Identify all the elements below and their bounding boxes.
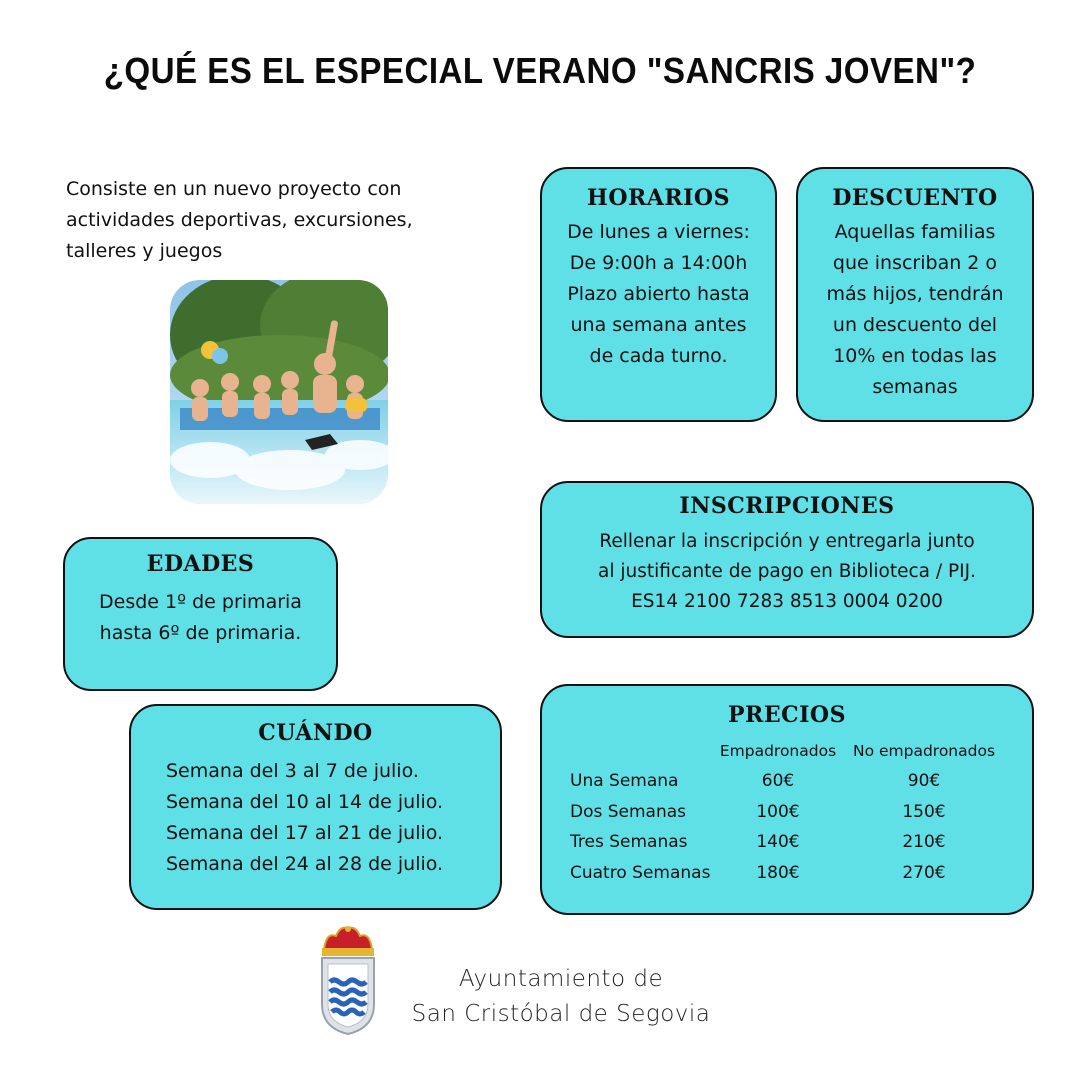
row-label: Dos Semanas	[570, 801, 687, 822]
org-line: Ayuntamiento de	[458, 966, 664, 992]
page-title: ¿QUÉ ES EL ESPECIAL VERANO "SANCRIS JOVEN"?	[103, 50, 977, 91]
column-header: No empadronados	[852, 742, 996, 760]
inscripciones-card	[540, 481, 1034, 638]
inscripciones-heading: INSCRIPCIONES	[679, 493, 895, 519]
price-cell: 140€	[756, 832, 800, 853]
descuento-line: Aquellas familias	[834, 221, 996, 243]
price-cell: 150€	[902, 801, 946, 822]
intro-text	[66, 174, 486, 267]
org-line: San Cristóbal de Segovia	[411, 1001, 711, 1027]
table-row	[570, 766, 1004, 797]
descuento-heading: DESCUENTO	[832, 185, 998, 211]
edades-heading: EDADES	[146, 551, 255, 577]
price-cell: 60€	[761, 771, 795, 792]
inscripciones-line: al justificante de pago en Biblioteca / PIJ.	[598, 561, 976, 582]
descuento-line: semanas	[872, 376, 958, 398]
table-row	[570, 797, 1004, 828]
cuando-heading: CUÁNDO	[258, 720, 373, 746]
descuento-line: 10% en todas las	[833, 345, 997, 367]
column-header: Empadronados	[719, 742, 837, 760]
descuento-line: que inscriban 2 o	[832, 252, 998, 274]
coat-of-arms-icon	[316, 924, 380, 1036]
descuento-card	[796, 167, 1034, 422]
intro-line: actividades deportivas, excursiones,	[66, 209, 413, 231]
horarios-line: De 9:00h a 14:00h	[569, 252, 748, 274]
table-row	[570, 858, 1004, 889]
kids-pool-illustration	[170, 280, 388, 504]
inscripciones-line: Rellenar la inscripción y entregarla junto	[599, 531, 975, 552]
prices-table	[570, 742, 1004, 888]
cuando-line: Semana del 24 al 28 de julio.	[166, 853, 444, 875]
descuento-line: más hijos, tendrán	[826, 283, 1004, 305]
horarios-line: De lunes a viernes:	[567, 221, 750, 243]
edades-card	[63, 537, 338, 691]
price-cell: 90€	[907, 771, 941, 792]
horarios-line: una semana antes	[570, 314, 747, 336]
organization-name	[396, 962, 726, 1032]
horarios-line: de cada turno.	[589, 345, 728, 367]
intro-line: Consiste en un nuevo proyecto con	[66, 178, 402, 200]
cuando-line: Semana del 10 al 14 de julio.	[166, 791, 444, 813]
price-cell: 100€	[756, 801, 800, 822]
row-label: Cuatro Semanas	[570, 862, 711, 883]
horarios-line: Plazo abierto hasta	[567, 283, 750, 305]
horarios-card	[540, 167, 777, 422]
row-label: Tres Semanas	[570, 832, 688, 853]
descuento-line: un descuento del	[832, 314, 998, 336]
table-row	[570, 827, 1004, 858]
precios-heading: PRECIOS	[728, 702, 846, 728]
horarios-heading: HORARIOS	[587, 185, 730, 211]
iban-text: ES14 2100 7283 8513 0004 0200	[631, 591, 943, 612]
cuando-card	[129, 704, 502, 910]
edades-line: Desde 1º de primaria	[99, 591, 302, 613]
edades-line: hasta 6º de primaria.	[99, 622, 302, 644]
cuando-line: Semana del 17 al 21 de julio.	[166, 822, 444, 844]
price-cell: 270€	[902, 862, 946, 883]
row-label: Una Semana	[570, 771, 679, 792]
prices-header-row	[570, 742, 1004, 766]
cuando-line: Semana del 3 al 7 de julio.	[166, 760, 419, 782]
price-cell: 210€	[902, 832, 946, 853]
kids-pool-photo	[170, 280, 388, 504]
precios-card	[540, 684, 1034, 915]
price-cell: 180€	[756, 862, 800, 883]
intro-line: talleres y juegos	[66, 240, 223, 262]
